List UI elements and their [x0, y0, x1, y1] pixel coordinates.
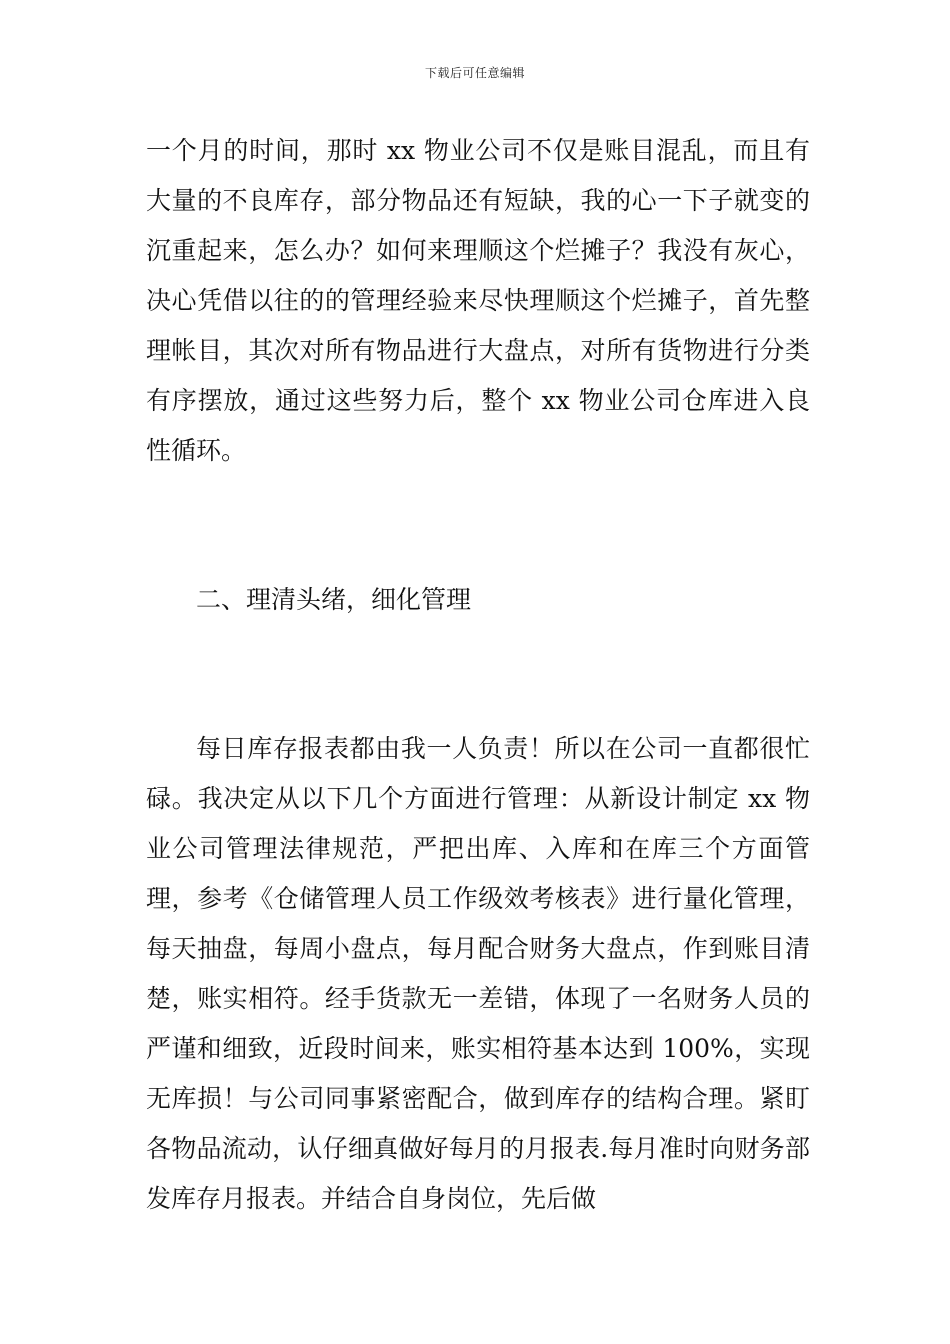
page-header: 下载后可任意编辑: [424, 66, 525, 80]
paragraph-2: [146, 724, 810, 1224]
paragraph-1: [146, 126, 810, 476]
paragraph-text: 每日库存报表都由我一人负责！所以在公司一直都很忙碌。我决定从以下几个方面进行管理：从新设计制定 xx 物业公司管理法律规范，严把出库、入库和在库三个方面管理，参考《仓储管理人员工作级效考核表》进行量化管理，每天抽盘，每周小盘点，每月配合财务大盘点，作到账目清楚，账实相符。经手货款无一差错，体现了一名财务人员的严谨和细致，近段时间来，账实相符基本达到 100%，实现无库损！与公司同事紧密配合，做到库存的结构合理。紧盯各物品流动，认仔细真做好每月的月报表.每月准时向财务部发库存月报表。并结合自身岗位，先后做: [146, 734, 810, 1213]
paragraph-text: 一个月的时间，那时 xx 物业公司不仅是账目混乱，而且有大量的不良库存，部分物品还有短缺，我的心一下子就变的沉重起来，怎么办？如何来理顺这个烂摊子？我没有灰心，决心凭借以往的的管理经验来尽快理顺这个烂摊子，首先整理帐目，其次对所有物品进行大盘点，对所有货物进行分类有序摆放，通过这些努力后，整个 xx 物业公司仓库进入良性循环。: [146, 136, 810, 465]
section-heading: 二、理清头绪，细化管理: [196, 585, 472, 614]
